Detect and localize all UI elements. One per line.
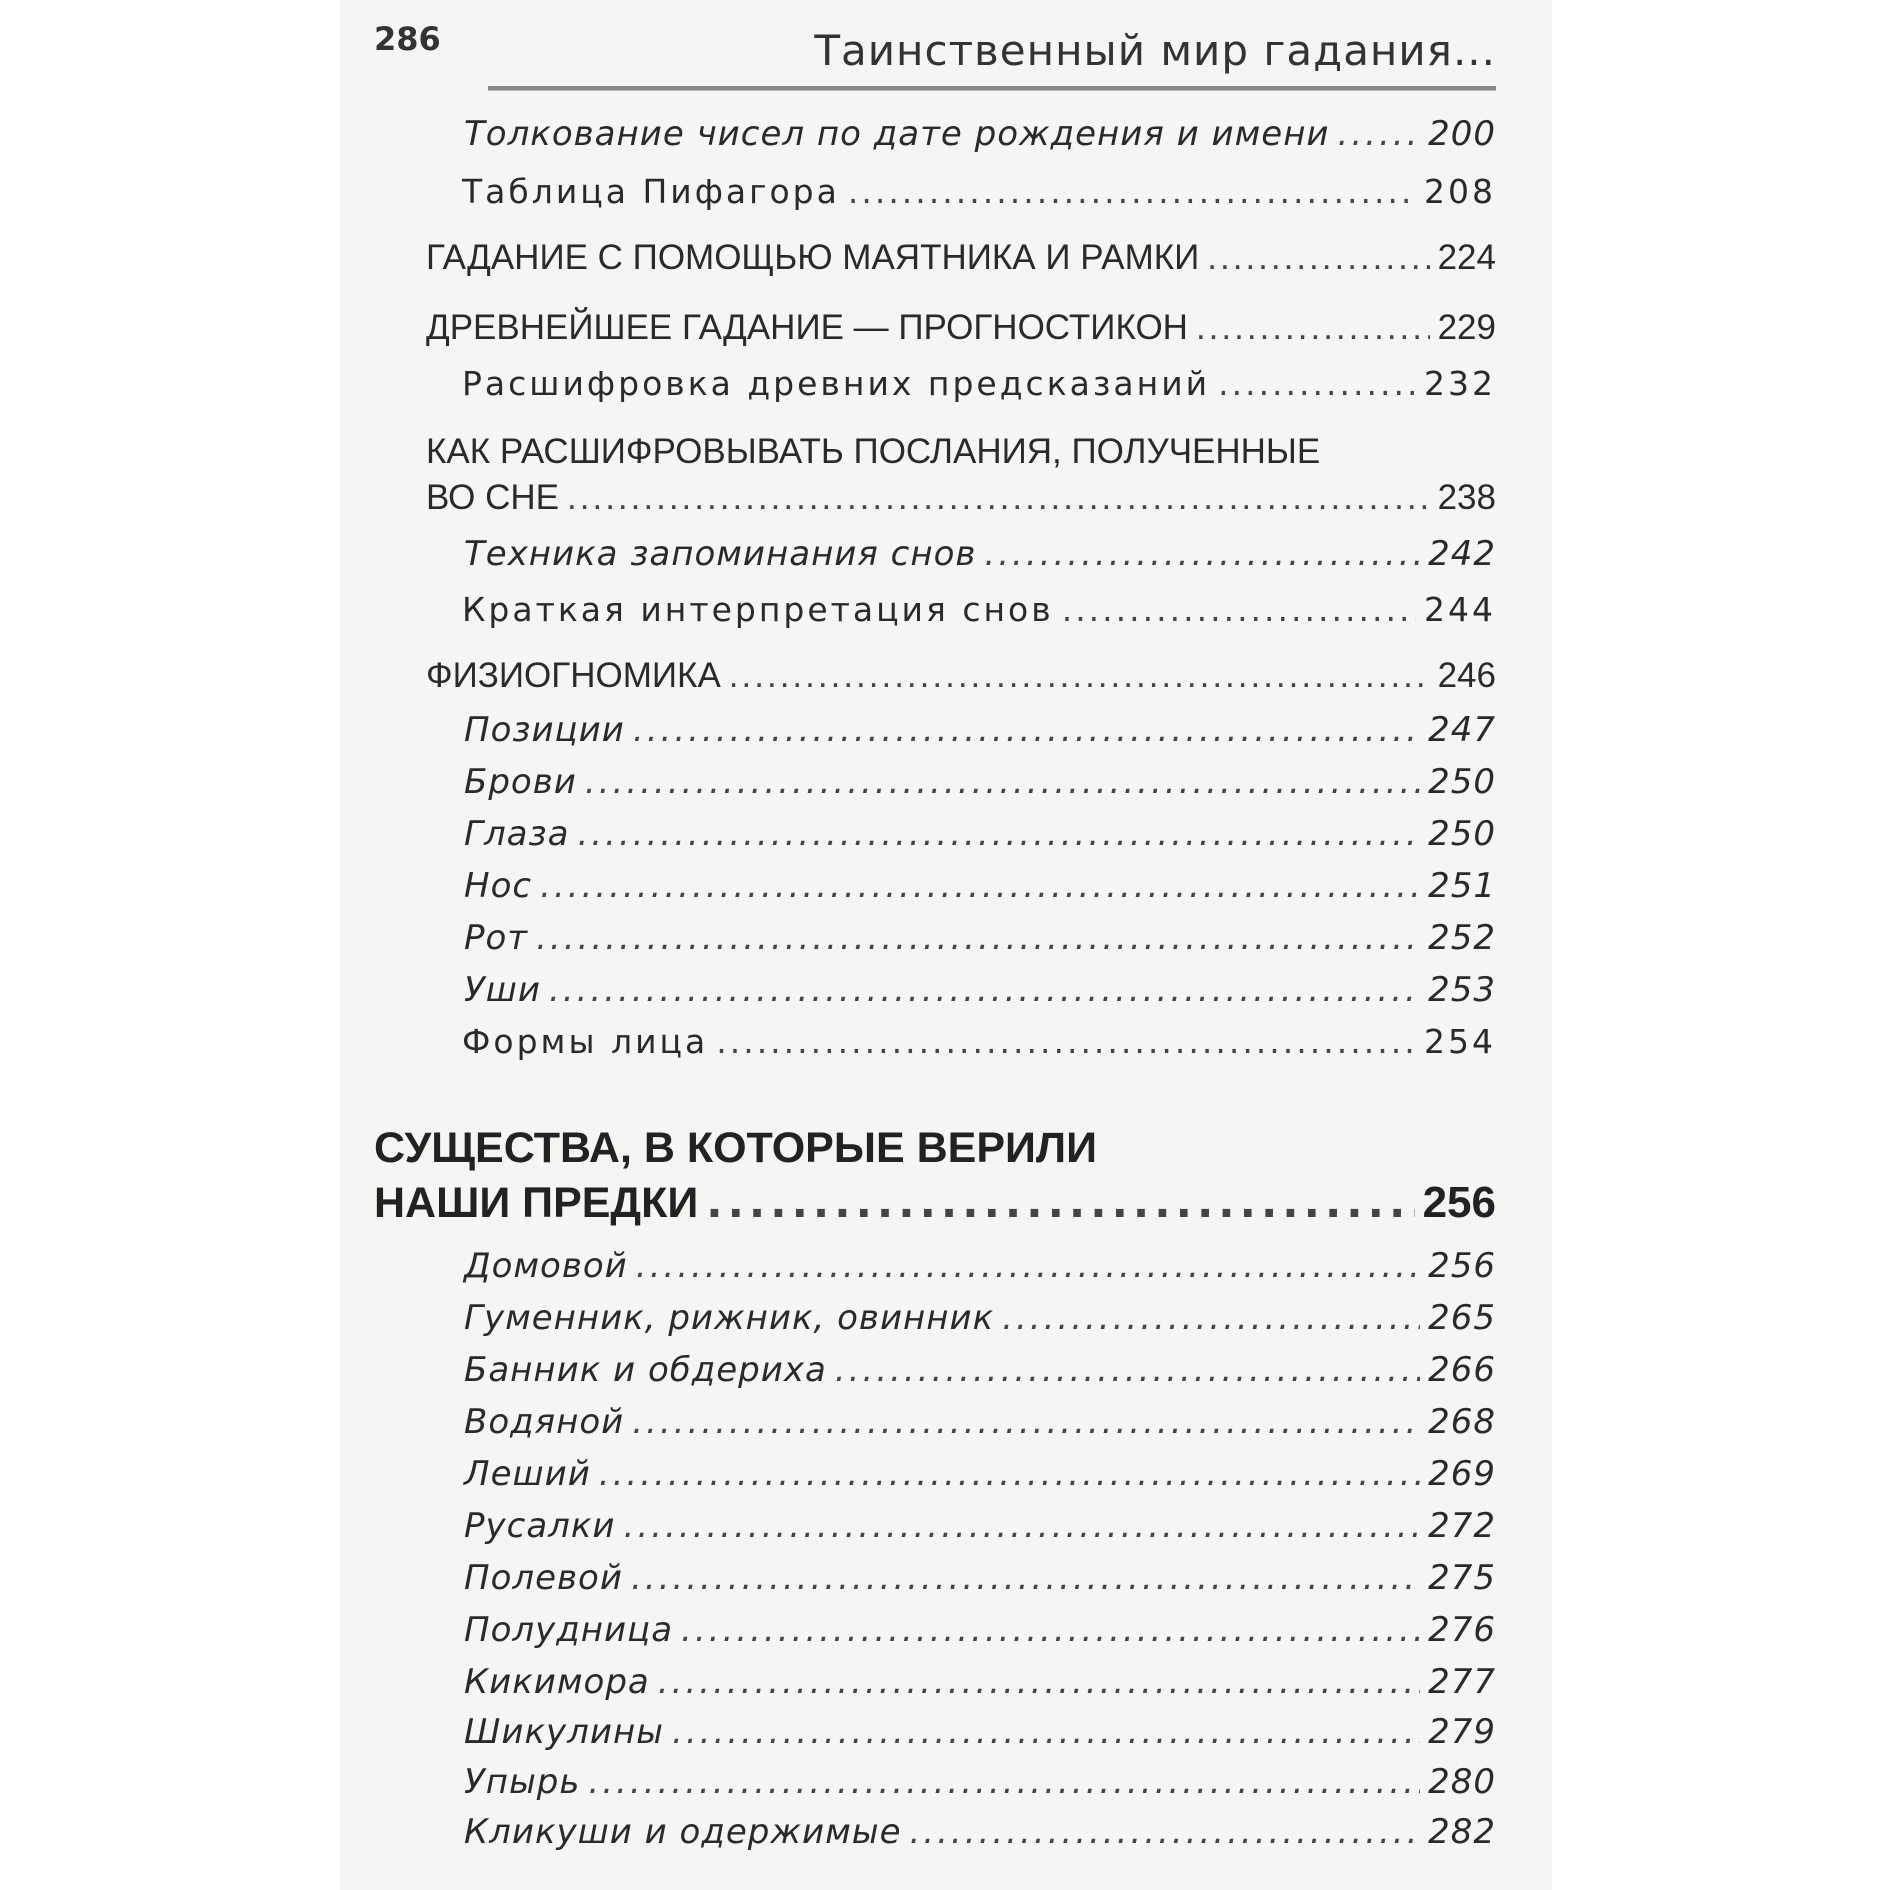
- toc-entry: [464, 1812, 1496, 1852]
- dot-leader: [848, 172, 1416, 211]
- toc-entry-title: Кликуши и одержимые: [464, 1812, 902, 1852]
- toc-entry-title: Уши: [464, 970, 541, 1010]
- toc-entry: [464, 1558, 1496, 1598]
- toc-entry: [462, 364, 1496, 403]
- toc-chapter-title: ДРЕВНЕЙШЕЕ ГАДАНИЕ — ПРОГНОСТИКОН: [426, 308, 1188, 347]
- toc-entry-page: 282: [1428, 1812, 1496, 1852]
- header-rule: [488, 86, 1496, 91]
- toc-entry: [464, 1298, 1496, 1338]
- toc-entry-page: 266: [1428, 1350, 1496, 1390]
- dot-leader: [588, 1762, 1420, 1802]
- book-page: [340, 0, 1552, 1890]
- dot-leader: [599, 1454, 1420, 1494]
- toc-chapter: [426, 238, 1496, 278]
- dot-leader: [984, 534, 1420, 574]
- toc-entry-page: 275: [1428, 1558, 1496, 1598]
- toc-section-page: 256: [1422, 1178, 1496, 1227]
- toc-chapter-page: 224: [1437, 238, 1496, 277]
- dot-leader: [1002, 1298, 1420, 1338]
- toc-entry-page: 272: [1428, 1506, 1496, 1546]
- toc-entry-page: 276: [1428, 1610, 1496, 1650]
- toc-entry: [464, 710, 1496, 750]
- toc-entry-page: 254: [1424, 1022, 1496, 1061]
- toc-entry-page: 250: [1428, 814, 1496, 854]
- toc-entry: [464, 1246, 1496, 1286]
- toc-entry-page: 269: [1428, 1454, 1496, 1494]
- dot-leader: [1196, 308, 1430, 348]
- dot-leader: [633, 710, 1420, 750]
- toc-section-title-line: СУЩЕСТВА, В КОТОРЫЕ ВЕРИЛИ: [374, 1124, 1097, 1172]
- toc-entry-title: Краткая интерпретация снов: [462, 590, 1054, 629]
- toc-entry-page: 251: [1428, 866, 1496, 906]
- toc-entry: [464, 1610, 1496, 1650]
- toc-entry-page: 277: [1428, 1662, 1496, 1702]
- dot-leader: [716, 1022, 1416, 1061]
- dot-leader: [631, 1558, 1420, 1598]
- toc-entry: [464, 918, 1496, 958]
- dot-leader: [910, 1812, 1421, 1852]
- toc-entry: [464, 1762, 1496, 1802]
- toc-entry-title: Таблица Пифагора: [462, 172, 840, 211]
- toc-entry: [464, 866, 1496, 906]
- toc-entry: [464, 114, 1496, 154]
- toc-entry-title: Толкование чисел по дате рождения и имени: [464, 114, 1330, 154]
- toc-entry: [464, 970, 1496, 1010]
- toc-entry: [464, 1454, 1496, 1494]
- toc-entry: [462, 590, 1496, 629]
- dot-leader: [1062, 590, 1416, 629]
- toc-entry-title: Глаза: [464, 814, 570, 854]
- dot-leader: [729, 656, 1430, 696]
- toc-entry-page: 253: [1428, 970, 1496, 1010]
- dot-leader: [672, 1712, 1420, 1752]
- dot-leader: [1338, 114, 1421, 154]
- dot-leader: [540, 866, 1420, 906]
- dot-leader: [624, 1506, 1421, 1546]
- toc-chapter-title: ВО СНЕ: [426, 478, 560, 517]
- toc-entry-page: 252: [1428, 918, 1496, 958]
- dot-leader: [577, 814, 1420, 854]
- toc-entry-title: Позиции: [464, 710, 625, 750]
- toc-chapter: [426, 308, 1496, 348]
- toc-entry: [462, 1022, 1496, 1061]
- dot-leader: [567, 478, 1430, 518]
- toc-entry-page: 208: [1424, 172, 1496, 211]
- toc-entry-title: Техника запоминания снов: [464, 534, 977, 574]
- toc-entry: [464, 814, 1496, 854]
- toc-entry: [464, 1506, 1496, 1546]
- toc-entry-page: 200: [1428, 114, 1496, 154]
- toc-chapter-title: ФИЗИОГНОМИКА: [426, 656, 721, 695]
- toc-chapter-title: ГАДАНИЕ С ПОМОЩЬЮ МАЯТНИКА И РАМКИ: [426, 238, 1200, 277]
- toc-entry: [464, 1712, 1496, 1752]
- toc-chapter: [426, 656, 1496, 696]
- toc-entry-page: 280: [1428, 1762, 1496, 1802]
- toc-entry-page: 256: [1428, 1246, 1496, 1286]
- toc-entry-title: Банник и обдериха: [464, 1350, 827, 1390]
- toc-section: [374, 1178, 1496, 1228]
- toc-chapter-title-line: КАК РАСШИФРОВЫВАТЬ ПОСЛАНИЯ, ПОЛУЧЕННЫЕ: [426, 432, 1321, 471]
- toc-entry-title: Полудница: [464, 1610, 674, 1650]
- dot-leader: [1207, 238, 1429, 278]
- toc-entry-title: Нос: [464, 866, 533, 906]
- dot-leader: [706, 1178, 1414, 1228]
- dot-leader: [636, 1246, 1420, 1286]
- dot-leader: [835, 1350, 1420, 1390]
- toc-entry-title: Гуменник, рижник, овинник: [464, 1298, 995, 1338]
- toc-entry-page: 242: [1428, 534, 1496, 574]
- toc-entry: [464, 534, 1496, 574]
- dot-leader: [658, 1662, 1420, 1702]
- toc-entry-title: Формы лица: [462, 1022, 709, 1061]
- dot-leader: [1218, 364, 1416, 403]
- toc-entry-title: Расшифровка древних предсказаний: [462, 364, 1211, 403]
- running-title: Таинственный мир гадания...: [814, 26, 1496, 75]
- toc-entry-title: Рот: [464, 918, 529, 958]
- toc-entry: [464, 762, 1496, 802]
- toc-entry-title: Русалки: [464, 1506, 616, 1546]
- page-number: 286: [374, 20, 441, 58]
- toc-entry: [464, 1402, 1496, 1442]
- toc-entry-page: 247: [1428, 710, 1496, 750]
- toc-entry-title: Брови: [464, 762, 577, 802]
- toc-chapter-page: 238: [1437, 478, 1496, 517]
- toc-entry-page: 279: [1428, 1712, 1496, 1752]
- toc-entry: [464, 1662, 1496, 1702]
- toc-entry: [464, 1350, 1496, 1390]
- toc-entry-title: Домовой: [464, 1246, 628, 1286]
- dot-leader: [536, 918, 1420, 958]
- toc-entry-page: 244: [1424, 590, 1496, 629]
- toc-entry-page: 250: [1428, 762, 1496, 802]
- toc-entry-title: Кикимора: [464, 1662, 650, 1702]
- toc-entry-title: Водяной: [464, 1402, 625, 1442]
- toc-entry-title: Шикулины: [464, 1712, 665, 1752]
- toc-section-title: НАШИ ПРЕДКИ: [374, 1179, 699, 1227]
- toc-entry-title: Леший: [464, 1454, 591, 1494]
- toc-entry-page: 232: [1424, 364, 1496, 403]
- toc-entry: [462, 172, 1496, 211]
- toc-chapter-page: 246: [1437, 656, 1496, 695]
- toc-entry-page: 268: [1428, 1402, 1496, 1442]
- dot-leader: [681, 1610, 1420, 1650]
- toc-entry-title: Полевой: [464, 1558, 623, 1598]
- toc-chapter-page: 229: [1437, 308, 1496, 347]
- toc-entry-page: 265: [1428, 1298, 1496, 1338]
- dot-leader: [549, 970, 1420, 1010]
- toc-entry-title: Упырь: [464, 1762, 581, 1802]
- dot-leader: [585, 762, 1420, 802]
- dot-leader: [632, 1402, 1420, 1442]
- toc-chapter: [426, 478, 1496, 518]
